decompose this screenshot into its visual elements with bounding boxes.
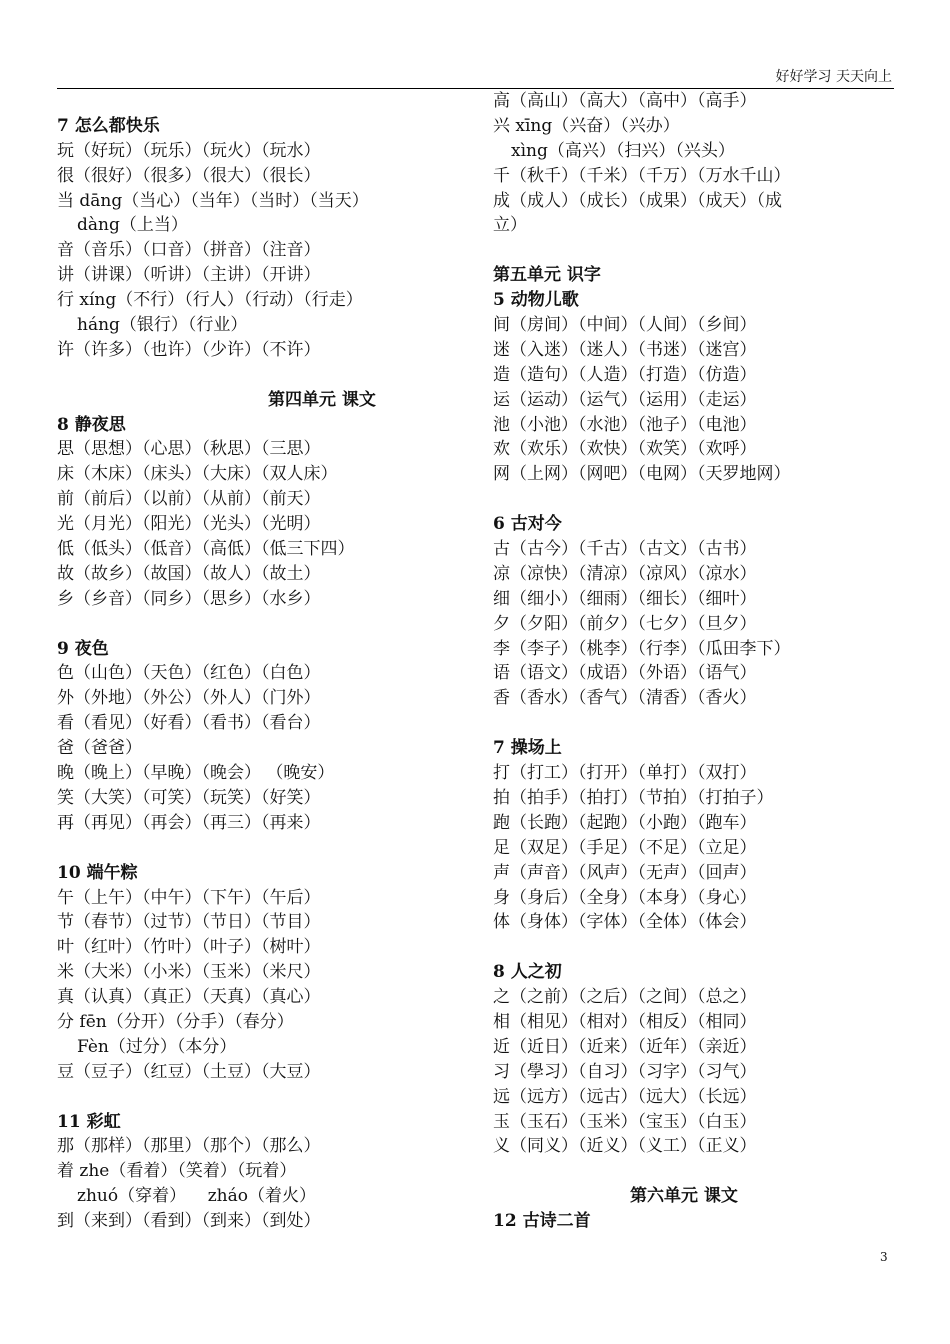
vocab-line: 跑（长跑）（起跑）（小跑）（跑车） (493, 812, 757, 833)
vocab-line: 玉（玉石）（玉米）（宝玉）（白玉） (493, 1111, 757, 1132)
unit-title: 第四单元 课文 (268, 389, 376, 410)
vocab-line: 着 zhe（看着）（笑着）（玩着） (57, 1161, 297, 1182)
vocab-line: 乡（乡音）（同乡）（思乡）（水乡） (57, 588, 321, 609)
lesson-title: 12 古诗二首 (493, 1211, 591, 1232)
vocab-line: 笑（大笑）（可笑）（玩笑）（好笑） (57, 787, 321, 808)
vocab-line: 细（细小）（细雨）（细长）（细叶） (493, 588, 757, 609)
vocab-line: 古（古今）（千古）（古文）（古书） (493, 539, 757, 560)
vocab-line: zhuó（穿着） zháo（着火） (77, 1186, 316, 1207)
vocab-line: dàng（上当） (77, 215, 188, 236)
lesson-title: 8 人之初 (493, 962, 562, 983)
vocab-line: 高（高山）（高大）（高中）（高手） (493, 91, 757, 111)
vocab-line: 李（李子）（桃李）（行李）（瓜田李下） (493, 638, 791, 659)
vocab-line: 迷（入迷）（迷人）（书迷）（迷宫） (493, 339, 757, 360)
vocab-line: 玩（好玩）（玩乐）（玩火）（玩水） (57, 140, 321, 161)
vocab-line: 真（认真）（真正）（天真）（真心） (57, 987, 321, 1008)
lesson-title: 6 古对今 (493, 514, 562, 535)
vocab-line: 豆（豆子）（红豆）（土豆）（大豆） (57, 1061, 321, 1082)
vocab-line: 行 xíng（不行）（行人）（行动）（行走） (57, 290, 363, 311)
vocab-line: 义（同义）（近义）（义工）（正义） (493, 1136, 757, 1157)
vocab-line: 分 fēn（分开）（分手）（春分） (57, 1011, 294, 1032)
vocab-line: 前（前后）（以前）（从前）（前天） (57, 489, 321, 510)
vocab-line: 远（远方）（远古）（远大）（长远） (493, 1086, 757, 1107)
right-column (493, 89, 893, 1234)
vocab-line: 间（房间）（中间）（人间）（乡间） (493, 315, 757, 336)
lesson-title: 10 端午粽 (57, 862, 138, 883)
vocab-line: 拍（拍手）（拍打）（节拍）（打拍子） (493, 787, 774, 808)
vocab-line: 午（上午）（中午）（下午）（午后） (57, 887, 321, 908)
vocab-line: 许（许多）（也许）（少许）（不许） (57, 339, 321, 360)
vocab-line: 相（相见）（相对）（相反）（相同） (493, 1011, 757, 1032)
vocab-line: 思（思想）（心思）（秋思）（三思） (57, 439, 321, 460)
vocab-line: 低（低头）（低音）（高低）（低三下四） (57, 539, 355, 560)
vocab-line: 足（双足）（手足）（不足）（立足） (493, 837, 757, 858)
lesson-title: 8 静夜思 (57, 414, 126, 435)
vocab-line: 成（成人）（成长）（成果）（成天）（成 (493, 190, 782, 211)
vocab-line: 当 dāng（当心）（当年）（当时）（当天） (57, 190, 369, 211)
vocab-line: 习（學习）（自习）（习字）（习气） (493, 1061, 757, 1082)
vocab-line: xìng（高兴）（扫兴）（兴头） (511, 140, 735, 161)
vocab-line: 体（身体）（字体）（全体）（体会） (493, 912, 757, 933)
page-number: 3 (880, 1250, 888, 1264)
vocab-line: 兴 xīng（兴奋）（兴办） (493, 115, 680, 136)
header-motto: 好好学习 天天向上 (775, 69, 892, 85)
vocab-line: 欢（欢乐）（欢快）（欢笑）（欢呼） (493, 439, 757, 460)
unit-title: 第五单元 识字 (493, 265, 601, 286)
lesson-title: 7 怎么都快乐 (57, 115, 160, 136)
vocab-line: 故（故乡）（故国）（故人）（故土） (57, 563, 321, 584)
lesson-title: 9 夜色 (57, 638, 109, 659)
vocab-line: 网（上网）（网吧）（电网）（天罗地网） (493, 464, 791, 485)
vocab-line: 造（造句）（人造）（打造）（仿造） (493, 364, 757, 385)
page-header (57, 66, 894, 89)
vocab-line: 立） (493, 215, 527, 236)
vocab-line: 千（秋千）（千米）（千万）（万水千山） (493, 165, 791, 186)
vocab-line: 声（声音）（风声）（无声）（回声） (493, 862, 757, 883)
unit-title: 第六单元 课文 (630, 1186, 738, 1207)
vocab-line: 到（来到）（看到）（到来）（到处） (57, 1211, 321, 1232)
vocab-line: 语（语文）（成语）（外语）（语气） (493, 663, 757, 684)
vocab-line: 再（再见）（再会）（再三）（再来） (57, 812, 321, 833)
lesson-title: 11 彩虹 (57, 1111, 121, 1132)
vocab-line: 讲（讲课）（听讲）（主讲）（开讲） (57, 265, 321, 286)
vocab-line: 夕（夕阳）（前夕）（七夕）（旦夕） (493, 613, 757, 634)
vocab-line: Fèn（过分）（本分） (77, 1036, 237, 1057)
vocab-line: 那（那样）（那里）（那个）（那么） (57, 1136, 321, 1157)
vocab-line: 身（身后）（全身）（本身）（身心） (493, 887, 757, 908)
vocab-line: 音（音乐）（口音）（拼音）（注音） (57, 240, 321, 261)
vocab-line: 晚（晚上）（早晚）（晚会） （晚安） (57, 763, 335, 784)
vocab-line: 打（打工）（打开）（单打）（双打） (493, 763, 757, 784)
vocab-line: 之（之前）（之后）（之间）（总之） (493, 987, 757, 1008)
vocab-line: 节（春节）（过节）（节日）（节目） (57, 912, 321, 933)
vocab-line: 香（香水）（香气）（清香）（香火） (493, 688, 757, 709)
vocab-line: 床（木床）（床头）（大床）（双人床） (57, 464, 338, 485)
vocab-line: 爸（爸爸） (57, 738, 142, 759)
vocab-line: 外（外地）（外公）（外人）（门外） (57, 688, 321, 709)
vocab-line: 色（山色）（天色）（红色）（白色） (57, 663, 321, 684)
vocab-line: 运（运动）（运气）（运用）（走运） (493, 389, 757, 410)
vocab-line: 米（大米）（小米）（玉米）（米尺） (57, 962, 321, 983)
lesson-title: 7 操场上 (493, 738, 562, 759)
vocab-line: 叶（红叶）（竹叶）（叶子）（树叶） (57, 937, 321, 958)
vocab-line: 看（看见）（好看）（看书）（看台） (57, 713, 321, 734)
vocab-line: 凉（凉快）（清凉）（凉风）（凉水） (493, 563, 757, 584)
vocab-line: 池（小池）（水池）（池子）（电池） (493, 414, 757, 435)
vocab-line: 近（近日）（近来）（近年）（亲近） (493, 1036, 757, 1057)
vocab-line: 很（很好）（很多）（很大）（很长） (57, 165, 321, 186)
lesson-title: 5 动物儿歌 (493, 290, 579, 311)
vocab-line: 光（月光）（阳光）（光头）（光明） (57, 514, 321, 535)
left-column (57, 89, 457, 1234)
vocab-line: háng（银行）（行业） (77, 315, 248, 336)
